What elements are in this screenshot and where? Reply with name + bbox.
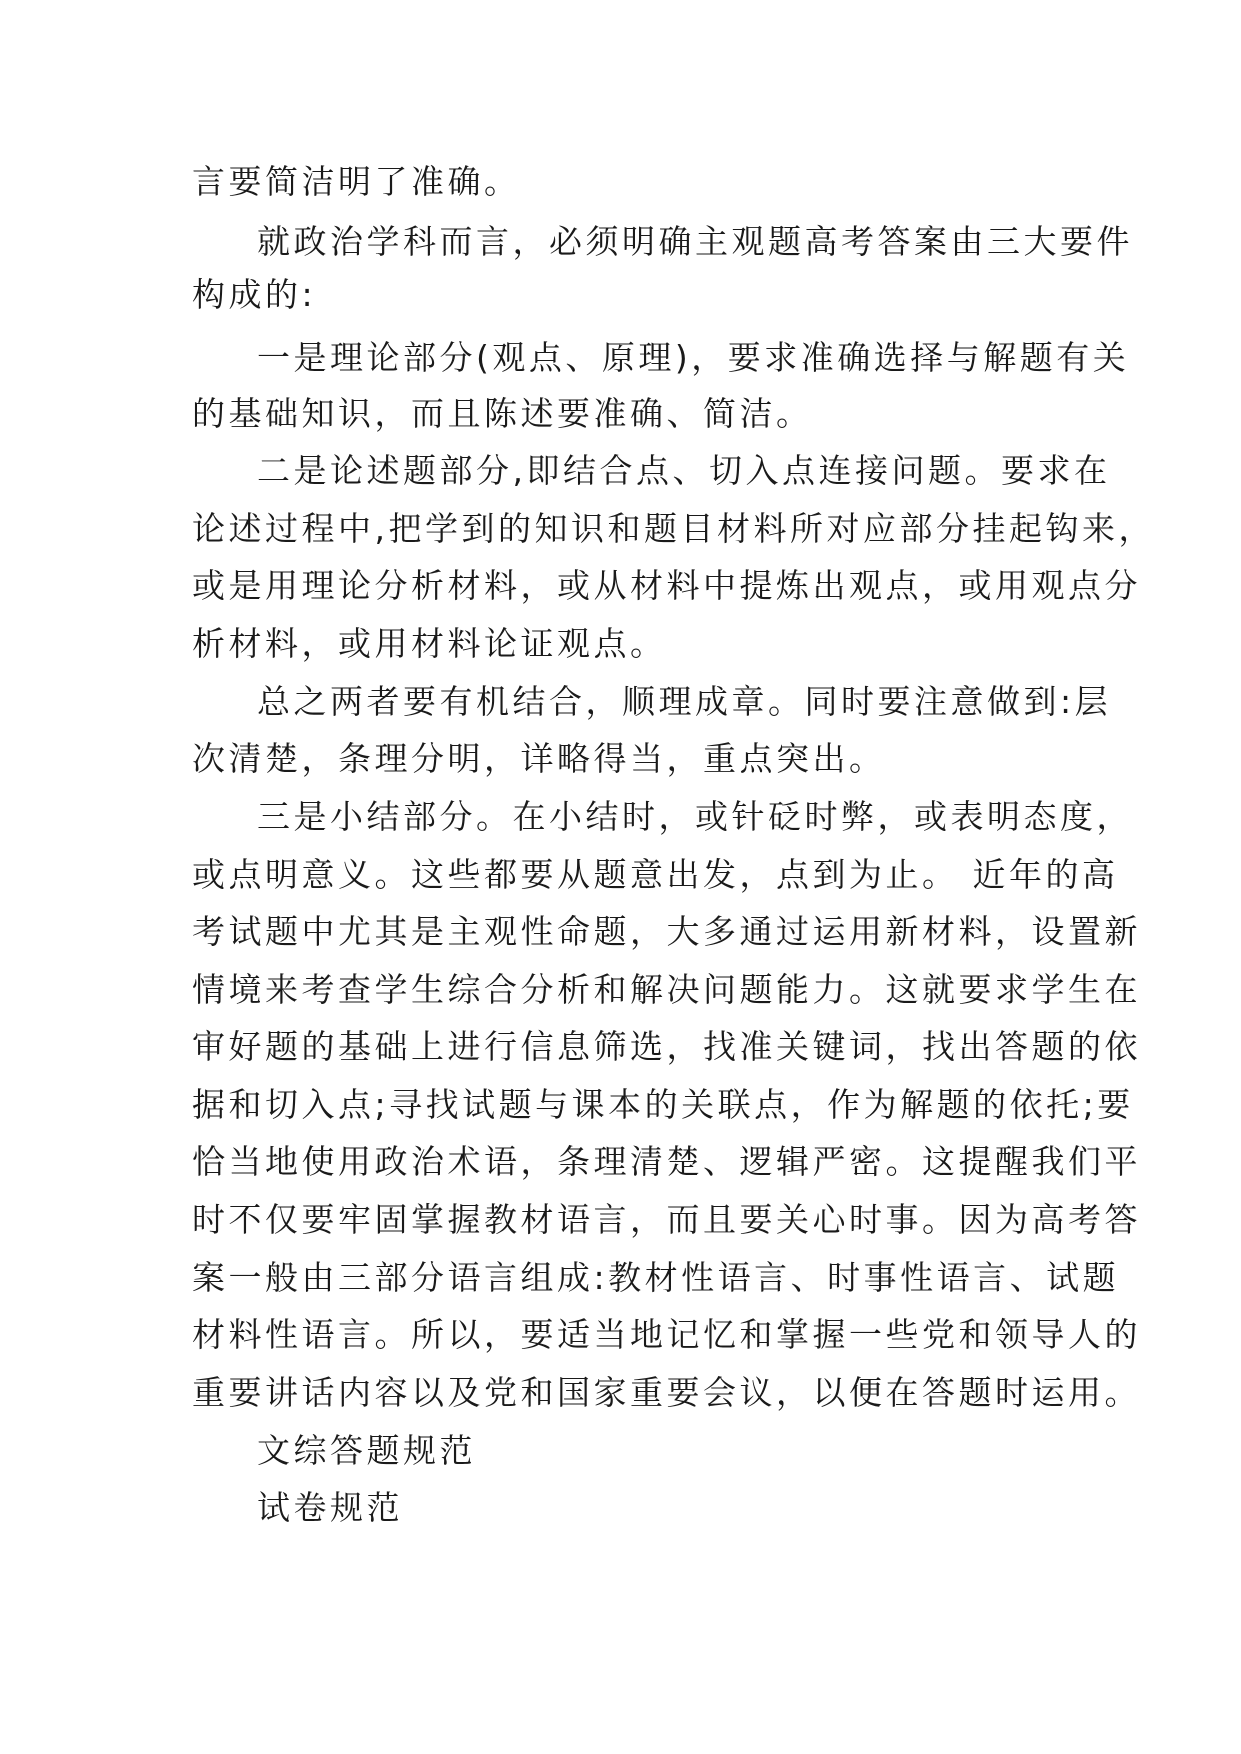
paragraph-start: 一是理论部分(观点、原理)，要求准确选择与解题有关 (257, 338, 1130, 377)
text-line: 材料性语言。所以，要适当地记忆和掌握一些党和领导人的 (192, 1315, 1141, 1354)
text-line: 构成的: (192, 275, 317, 314)
text-line: 或点明意义。这些都要从题意出发，点到为止。 近年的高 (192, 855, 1119, 894)
paragraph-start: 二是论述题部分,即结合点、切入点连接问题。要求在 (257, 451, 1111, 490)
text-line: 的基础知识，而且陈述要准确、简洁。 (192, 394, 813, 433)
paragraph-start: 就政治学科而言，必须明确主观题高考答案由三大要件 (257, 222, 1133, 261)
text-line: 析材料，或用材料论证观点。 (192, 624, 667, 663)
text-line: 据和切入点;寻找试题与课本的关联点，作为解题的依托;要 (192, 1085, 1134, 1124)
text-line: 审好题的基础上进行信息筛选，找准关键词，找出答题的依 (192, 1027, 1141, 1066)
section-heading: 试卷规范 (257, 1488, 403, 1527)
text-line: 次清楚，条理分明，详略得当，重点突出。 (192, 739, 886, 778)
text-line: 或是用理论分析材料，或从材料中提炼出观点，或用观点分 (192, 566, 1141, 605)
text-line: 考试题中尤其是主观性命题，大多通过运用新材料，设置新 (192, 912, 1141, 951)
text-line: 情境来考查学生综合分析和解决问题能力。这就要求学生在 (192, 970, 1141, 1009)
text-line: 重要讲话内容以及党和国家重要会议，以便在答题时运用。 (192, 1373, 1141, 1412)
paragraph-start: 三是小结部分。在小结时，或针砭时弊，或表明态度， (257, 797, 1133, 836)
text-line: 案一般由三部分语言组成:教材性语言、时事性语言、试题 (192, 1258, 1120, 1297)
text-line: 言要简洁明了准确。 (192, 162, 521, 201)
text-line: 论述过程中,把学到的知识和题目材料所对应部分挂起钩来， (192, 509, 1155, 548)
text-line: 恰当地使用政治术语，条理清楚、逻辑严密。这提醒我们平 (192, 1142, 1141, 1181)
paragraph-start: 总之两者要有机结合，顺理成章。同时要注意做到:层 (257, 682, 1112, 721)
text-line: 时不仅要牢固掌握教材语言，而且要关心时事。因为高考答 (192, 1200, 1141, 1239)
section-heading: 文综答题规范 (257, 1431, 476, 1470)
